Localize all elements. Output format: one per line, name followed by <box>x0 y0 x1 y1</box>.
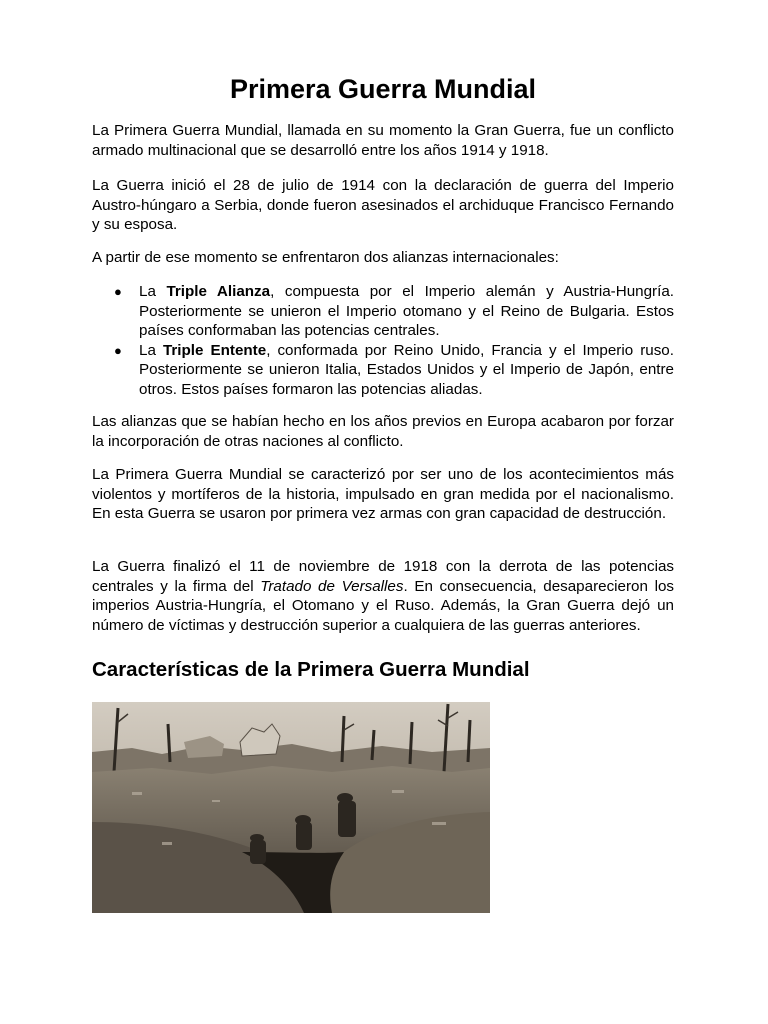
page-title: Primera Guerra Mundial <box>229 74 537 104</box>
bullet-icon: ● <box>114 342 122 358</box>
list-item-prefix: La <box>139 341 163 359</box>
alliances-intro-paragraph: A partir de ese momento se enfrentaron dos alianzas internacionales: <box>92 249 559 266</box>
characteristics-paragraph: La Primera Guerra Mundial se caracterizó por ser uno de los acontecimientos más violentos y mortíferos de la historia, impulsado en gran medida por el nacionalismo. En esta Guerra se usaron por primera vez armas con gran capacidad de destrucción. <box>92 466 674 522</box>
ending-text-start: La Guerra finalizó el 11 de noviembre de 1918 con la derrota de las potencias centrales y la firma del <box>92 558 674 595</box>
treaty-name: Tratado de Versalles <box>260 577 404 595</box>
alliance-name: Triple Entente <box>162 341 267 359</box>
trench-photo-icon <box>92 702 490 913</box>
section-heading: Características de la Primera Guerra Mundial <box>92 658 530 681</box>
alliances-consequence-paragraph: Las alianzas que se habían hecho en los años previos en Europa acabaron por forzar la incorporación de otras naciones al conflicto. <box>92 413 674 450</box>
start-paragraph: La Guerra inició el 28 de julio de 1914 con la declaración de guerra del Imperio Austro-húngaro a Serbia, donde fueron asesinados el archiduque Francisco Fernando y su esposa. <box>92 177 674 233</box>
list-item <box>92 282 674 341</box>
list-item-text: , conformada por Reino Unido, Francia y el Imperio ruso. Posteriormente se unieron Italia, Estados Unidos y el Imperio de Japón, entre otros. Estos países formaron las potencias aliadas. <box>139 341 674 398</box>
ending-text-end: . En consecuencia, desaparecieron los imperios Austria-Hungría, el Otomano y el Ruso. Además, la Gran Guerra dejó un número de víctimas y destrucción superior a cualquiera de las guerras anteriores. <box>92 577 674 634</box>
intro-paragraph: La Primera Guerra Mundial, llamada en su momento la Gran Guerra, fue un conflicto armado multinacional que se desarrolló entre los años 1914 y 1918. <box>92 122 674 159</box>
list-item-text: , compuesta por el Imperio alemán y Austria-Hungría. Posteriormente se unieron el Imperio otomano y el Reino de Bulgaria. Estos países conformaban las potencias centrales. <box>139 283 674 339</box>
list-item <box>92 341 674 400</box>
bullet-icon: ● <box>114 284 122 299</box>
list-item-prefix: La <box>139 283 167 300</box>
alliances-list <box>92 282 674 399</box>
alliance-name: Triple Alianza <box>166 283 271 300</box>
ending-paragraph <box>92 557 674 635</box>
